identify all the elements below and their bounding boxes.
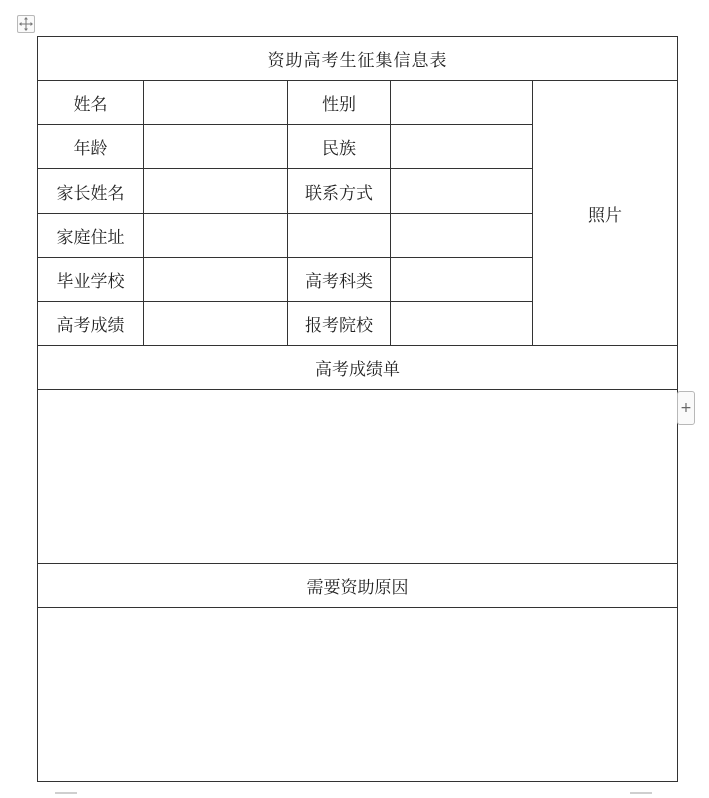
school-field[interactable] [144,258,288,302]
gender-field[interactable] [391,81,533,125]
gender-label: 性别 [288,81,391,125]
score-report-heading: 高考成绩单 [38,346,678,390]
ethnicity-label: 民族 [288,125,391,169]
address-label: 家庭住址 [38,214,144,258]
table-move-handle-icon[interactable] [17,15,35,33]
parent-name-field[interactable] [144,169,288,214]
score-report-area[interactable] [38,390,678,564]
name-field[interactable] [144,81,288,125]
photo-cell[interactable]: 照片 [533,81,678,346]
page-margin-marker [55,792,77,794]
age-label: 年龄 [38,125,144,169]
add-row-plus-icon[interactable]: + [677,391,695,425]
exam-score-field[interactable] [144,302,288,346]
exam-category-field[interactable] [391,258,533,302]
aid-reason-area[interactable] [38,608,678,782]
contact-field[interactable] [391,169,533,214]
school-label: 毕业学校 [38,258,144,302]
contact-label: 联系方式 [288,169,391,214]
info-form-table [37,36,678,782]
page-margin-marker [630,792,652,794]
exam-category-label: 高考科类 [288,258,391,302]
address-field-part2[interactable] [288,214,391,258]
applied-college-field[interactable] [391,302,533,346]
exam-score-label: 高考成绩 [38,302,144,346]
applied-college-label: 报考院校 [288,302,391,346]
name-label: 姓名 [38,81,144,125]
parent-name-label: 家长姓名 [38,169,144,214]
aid-reason-heading: 需要资助原因 [38,564,678,608]
age-field[interactable] [144,125,288,169]
ethnicity-field[interactable] [391,125,533,169]
address-field-part1[interactable] [144,214,288,258]
address-field-part3[interactable] [391,214,533,258]
form-title: 资助高考生征集信息表 [38,37,678,81]
